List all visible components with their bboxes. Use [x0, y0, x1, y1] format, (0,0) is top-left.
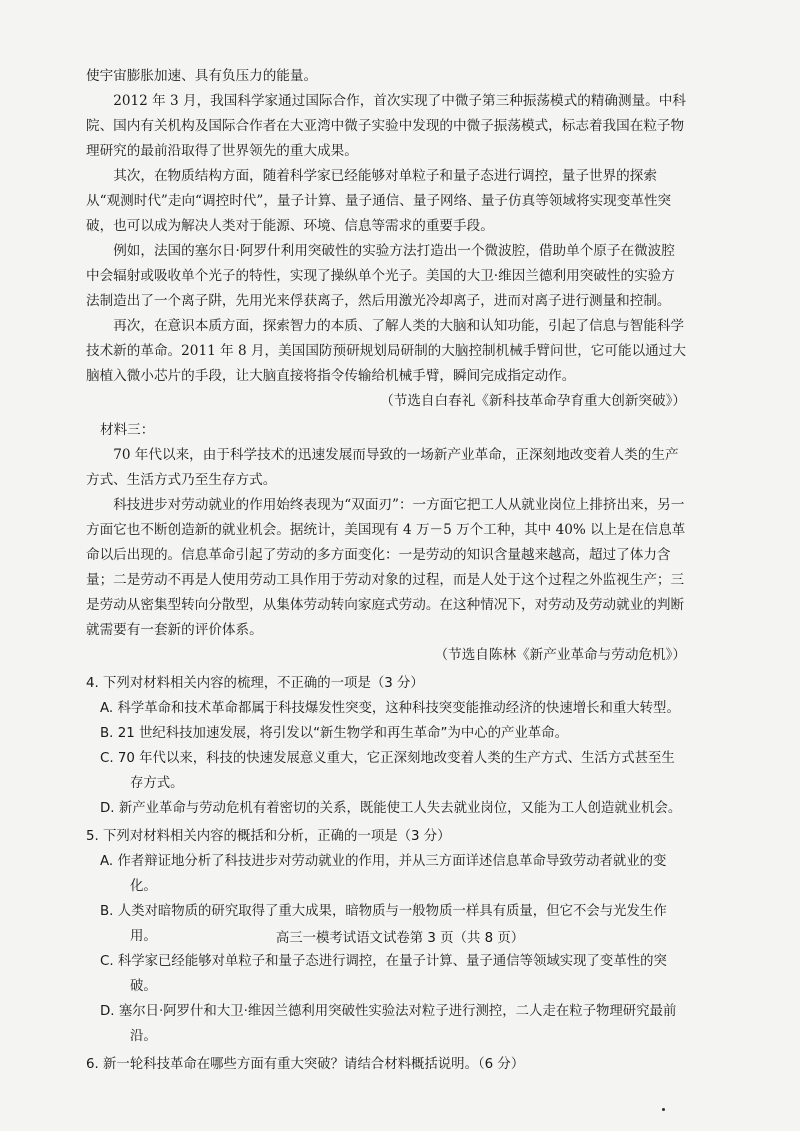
question-4-option-a: A. 科学革命和技术革命都属于科技爆发性突变，这种科技突变能推动经济的快速增长和重大转型。	[100, 701, 680, 716]
question-5-option-b: B. 人类对暗物质的研究取得了重大成果，暗物质与一般物质一样具有质量，但它不会与光发生作用。	[100, 904, 667, 944]
question-6-stem: 6. 新一轮科技革命在哪些方面有重大突破？请结合材料概括说明。（6 分）	[86, 1057, 525, 1072]
paragraph-continuation: 使宇宙膨胀加速、具有负压力的能量。	[86, 68, 318, 84]
question-5-option-d: D. 塞尔日·阿罗什和大卫·维因兰德利用突破性实验法对粒子进行测控，二人走在粒子物理研究最前沿。	[100, 1004, 677, 1044]
question-4-option-d: D. 新产业革命与劳动危机有着密切的关系，既能使工人失去就业岗位，又能为工人创造就业机会。	[100, 801, 682, 816]
question-4-option-b: B. 21 世纪科技加速发展，将引发以“新生物学和再生革命”为中心的产业革命。	[100, 726, 568, 741]
question-4-option-c: C. 70 年代以来，科技的快速发展意义重大，它正深刻地改变着人类的生产方式、生活方式甚至生存方式。	[100, 751, 675, 791]
exam-page	[86, 64, 686, 1077]
question-4-stem: 4. 下列对材料相关内容的梳理，不正确的一项是（3 分）	[86, 676, 424, 691]
question-5-option-c: C. 科学家已经能够对单粒子和量子态进行调控，在量子计算、量子通信等领域实现了变革性的突破。	[100, 954, 667, 994]
paragraph-brain: 再次，在意识本质方面，探索智力的本质、了解人类的大脑和认知功能，引起了信息与智能科学技术新的革命。2011 年 8 月，美国国防预研规划局研制的大脑控制机械手臂问世，它可能以通过大脑植入微小芯片的手段，让大脑直接将指令传输给机械手臂，瞬间完成指定动作。	[86, 318, 686, 384]
material3-heading: 材料三：	[100, 422, 155, 438]
source-citation-2: （节选自陈林《新产业革命与劳动危机》）	[434, 647, 686, 663]
paragraph-industry: 70 年代以来，由于科学技术的迅速发展而导致的一场新产业革命，正深刻地改变着人类的生产方式、生活方式乃至生存方式。	[86, 447, 679, 488]
question-5-stem: 5. 下列对材料相关内容的概括和分析，正确的一项是（3 分）	[86, 829, 451, 844]
source-citation-1: （节选自白春礼《新科技革命孕育重大创新突破》）	[380, 393, 686, 409]
paragraph-employment: 科技进步对劳动就业的作用始终表现为“双面刃”：一方面它把工人从就业岗位上排挤出来，另一方面它也不断创造新的就业机会。据统计，美国现有 4 万－5 万个工种，其中 40% 以上是在信息革命以后出现的。信息革命引起了劳动的多方面变化：一是劳动的知识含量越来越高，超过了体力含量；二是劳动不再是人使用劳动工具作用于劳动对象的过程，而是人处于这个过程之外监视生产；三是劳动从密集型转向分散型，从集体劳动转向家庭式劳动。在这种情况下，对劳动及劳动就业的判断就需要有一套新的评价体系。	[86, 497, 686, 638]
page-footer: 高三一模考试语文试卷第 3 页（共 8 页）	[275, 931, 525, 946]
scan-speck	[662, 1108, 665, 1111]
paragraph-example: 例如，法国的塞尔日·阿罗什利用突破性的实验方法打造出一个微波腔，借助单个原子在微波腔中会辐射或吸收单个光子的特性，实现了操纵单个光子。美国的大卫·维因兰德利用突破性的实验方法制造出了一个离子阱，先用光来俘获离子，然后用激光冷却离子，进而对离子进行测量和控制。	[86, 243, 675, 309]
paragraph-quantum: 其次，在物质结构方面，随着科学家已经能够对单粒子和量子态进行调控，量子世界的探索从“观测时代”走向“调控时代”，量子计算、量子通信、量子网络、量子仿真等领域将实现变革性突破，也可以成为解决人类对于能源、环境、信息等需求的重要手段。	[86, 168, 672, 234]
paragraph-neutrino: 2012 年 3 月，我国科学家通过国际合作，首次实现了中微子第三种振荡模式的精确测量。中科院、国内有关机构及国际合作者在大亚湾中微子实验中发现的中微子振荡模式，标志着我国在粒子物理研究的最前沿取得了世界领先的重大成果。	[86, 93, 686, 159]
question-5-option-a: A. 作者辩证地分析了科技进步对劳动就业的作用，并从三方面详述信息革命导致劳动者就业的变化。	[100, 854, 667, 894]
